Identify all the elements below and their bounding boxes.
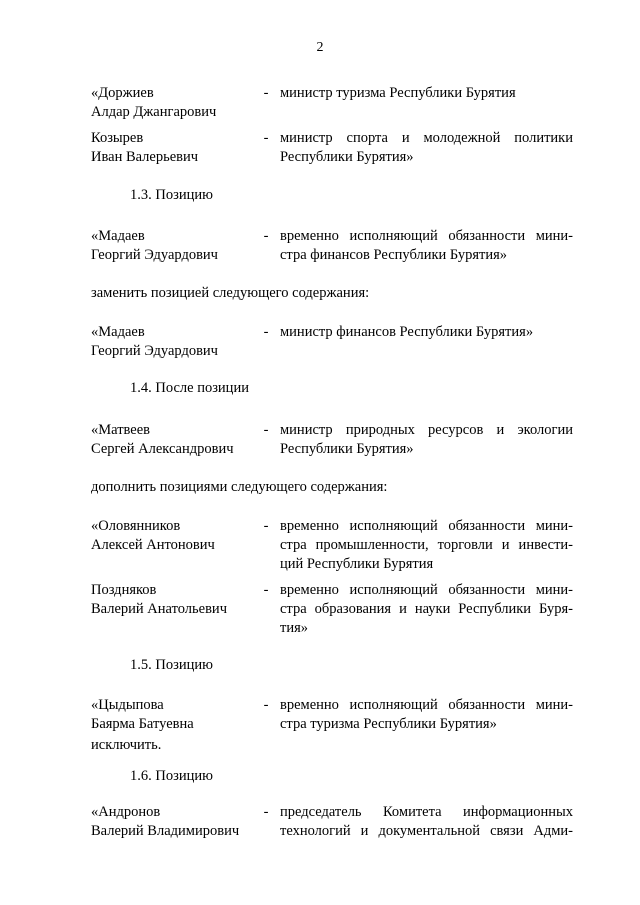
instruction-exclude: исключить. xyxy=(91,737,162,753)
section-heading-1-6: 1.6. Позицию xyxy=(130,768,213,784)
dash: - xyxy=(263,582,269,598)
description-line: временно исполняющий обязанности мини- xyxy=(280,228,573,244)
position-description xyxy=(280,517,573,574)
dash: - xyxy=(263,422,269,438)
name-line: Георгий Эдуардович xyxy=(91,247,218,263)
person-name xyxy=(91,323,256,361)
position-entry-kozyrev xyxy=(91,129,573,189)
description-line: министр туризма Республики Бурятия xyxy=(280,85,516,101)
description-line: стра образования и науки Республики Буря- xyxy=(280,601,573,617)
section-heading-1-5: 1.5. Позицию xyxy=(130,657,213,673)
description-line: временно исполняющий обязанности мини- xyxy=(280,697,573,713)
description-line: Республики Бурятия» xyxy=(280,441,414,457)
position-entry-pozdnyakov xyxy=(91,581,573,661)
position-description xyxy=(280,84,573,103)
person-name xyxy=(91,84,256,122)
person-name xyxy=(91,517,256,555)
person-name xyxy=(91,581,256,619)
position-entry-madaev-old xyxy=(91,227,573,287)
name-line: Козырев xyxy=(91,130,144,146)
person-name xyxy=(91,803,256,841)
description-line: временно исполняющий обязанности мини- xyxy=(280,518,573,534)
description-line: министр природных ресурсов и экологии xyxy=(280,422,573,438)
section-heading-1-4: 1.4. После позиции xyxy=(130,380,249,396)
description-line: тия» xyxy=(280,620,309,636)
instruction-add: дополнить позициями следующего содержания: xyxy=(91,479,388,495)
description-line: Республики Бурятия» xyxy=(280,149,414,165)
name-line: «Андронов xyxy=(91,804,161,820)
person-name xyxy=(91,129,256,167)
name-line: «Мадаев xyxy=(91,324,145,340)
description-line: председатель Комитета информационных xyxy=(280,804,573,820)
name-line: Валерий Владимирович xyxy=(91,823,240,839)
position-description xyxy=(280,696,573,734)
description-line: ций Республики Бурятия xyxy=(280,556,434,572)
name-line: «Мадаев xyxy=(91,228,145,244)
person-name xyxy=(91,227,256,265)
dash: - xyxy=(263,324,269,340)
position-description xyxy=(280,323,573,342)
dash: - xyxy=(263,85,269,101)
position-description xyxy=(280,803,573,841)
name-line: Баярма Батуевна xyxy=(91,716,194,732)
dash: - xyxy=(263,228,269,244)
name-line: Сергей Александрович xyxy=(91,441,234,457)
name-line: Алдар Джангарович xyxy=(91,104,217,120)
name-line: «Матвеев xyxy=(91,422,151,438)
name-line: Поздняков xyxy=(91,582,157,598)
position-description xyxy=(280,581,573,638)
position-entry-tsydypova xyxy=(91,696,573,756)
name-line: «Цыдыпова xyxy=(91,697,164,713)
section-heading-1-3: 1.3. Позицию xyxy=(130,187,213,203)
description-line: стра финансов Республики Бурятия» xyxy=(280,247,508,263)
position-entry-matveev xyxy=(91,421,573,481)
position-description xyxy=(280,421,573,459)
person-name xyxy=(91,421,256,459)
description-line: министр финансов Республики Бурятия» xyxy=(280,324,534,340)
position-entry-madaev-new xyxy=(91,323,573,383)
name-line: Георгий Эдуардович xyxy=(91,343,218,359)
position-entry-andronov xyxy=(91,803,573,863)
name-line: «Оловянников xyxy=(91,518,181,534)
dash: - xyxy=(263,518,269,534)
page-number: 2 xyxy=(316,40,324,55)
person-name xyxy=(91,696,256,734)
description-line: технологий и документальной связи Адми- xyxy=(280,823,573,839)
description-line: министр спорта и молодежной политики xyxy=(280,130,573,146)
position-description xyxy=(280,129,573,167)
name-line: Иван Валерьевич xyxy=(91,149,199,165)
name-line: Алексей Антонович xyxy=(91,537,215,553)
dash: - xyxy=(263,804,269,820)
instruction-replace: заменить позицией следующего содержания: xyxy=(91,285,370,301)
dash: - xyxy=(263,697,269,713)
name-line: «Доржиев xyxy=(91,85,154,101)
description-line: стра туризма Республики Бурятия» xyxy=(280,716,497,732)
description-line: стра промышленности, торговли и инвести- xyxy=(280,537,573,553)
position-description xyxy=(280,227,573,265)
name-line: Валерий Анатольевич xyxy=(91,601,227,617)
description-line: временно исполняющий обязанности мини- xyxy=(280,582,573,598)
dash: - xyxy=(263,130,269,146)
